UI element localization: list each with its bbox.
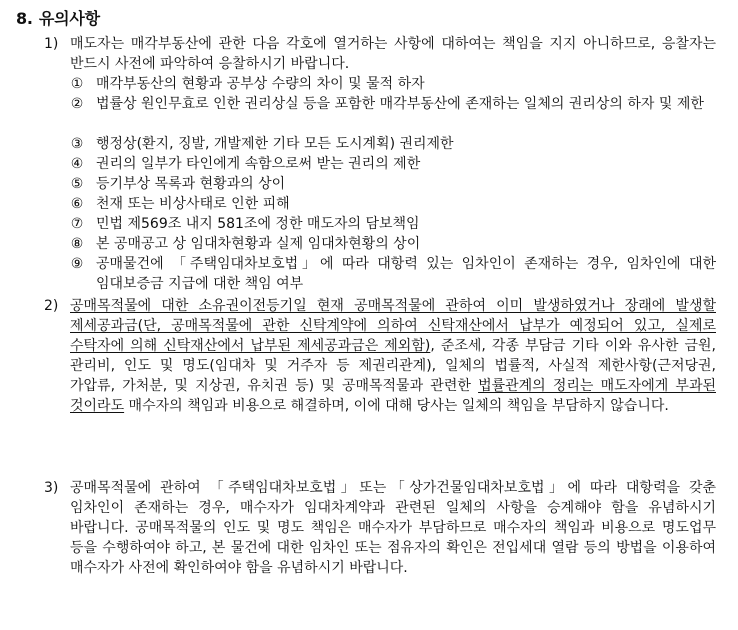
subitem-text: 등기부상 목록과 현황과의 상이 [96, 176, 286, 192]
subitem-text: 천재 또는 비상사태로 인한 피해 [96, 196, 290, 212]
item-marker: 3) [44, 480, 59, 496]
subitem-8 [68, 234, 716, 254]
item-marker: 2) [44, 298, 59, 314]
underlined-text: 법률관계의 정리는 매도자에게 부과된 것이라도 [70, 378, 716, 414]
subitem-text: 법률상 원인무효로 인한 권리상실 등을 포함한 매각부동산에 존재하는 일체의 권리상의 하자 및 제한 [96, 96, 704, 112]
plain-text: , 준조세, 각종 부담금 기타 이와 유사한 금원, 관리비, 인도 및 명도(임대차 및 거주자 등 제권리관계), 일체의 법률적, 사실적 제한사항(근저당권, 가압류, 가처분, 및 지상권, 유치권 등) 및 공매목적물과 관련한 [70, 338, 716, 394]
section-number: 8. [16, 9, 33, 28]
item-text: 공매목적물에 관하여 「주택임대차보호법」또는「상가건물임대차보호법」에 따라 대항력을 갖춘 임차인이 존재하는 경우, 매수자가 임대차계약과 관련된 일체의 사항을 승계해야 함을 유념하시기 바랍니다. 공매목적물의 인도 및 명도 책임은 매수자가 부담하므로 매수자의 책임과 비용으로 명도업무 등을 수행하여야 하고, 본 물건에 대한 임차인 또는 점유자의 확인은 전입세대 열람 등의 방법을 이용하여 매수자가 사전에 확인하여야 함을 유념하시기 바랍니다. [70, 480, 716, 576]
subitem-3 [68, 134, 716, 154]
underlined-text: 공매목적물에 대한 소유권이전등기일 현재 공매목적물에 관하여 이미 발생하였거나 장래에 발생할 제세공과금(단, 공매목적물에 관한 신탁계약에 의하여 신탁재산에서 납부가 예정되어 있고, 실제로 수탁자에 의해 신탁재산에서 납부된 제세공과금은 제외함) [70, 298, 716, 354]
subitem-1 [68, 74, 716, 94]
subitem-text: 본 공매공고 상 임대차현황과 실제 임대차현황의 상이 [96, 236, 421, 252]
subitem-5 [68, 174, 716, 194]
subitem-text: 민법 제569조 내지 581조에 정한 매도자의 담보책임 [96, 216, 420, 232]
subitem-4 [68, 154, 716, 174]
notice-item-3 [44, 478, 716, 578]
subitem-text: 권리의 일부가 타인에게 속함으로써 받는 권리의 제한 [96, 156, 421, 172]
subitem-9 [68, 254, 716, 294]
item-text [70, 296, 716, 416]
plain-text: 매수자의 책임과 비용으로 해결하며, 이에 대해 당사는 일체의 책임을 부담하지 않습니다. [124, 398, 669, 414]
item-marker: 1) [44, 36, 59, 52]
subitem-text: 행정상(환지, 징발, 개발제한 기타 모든 도시계획) 권리제한 [96, 136, 454, 152]
subitem-6 [68, 194, 716, 214]
circled-marker: ⑤ [70, 176, 84, 192]
subitem-7 [68, 214, 716, 234]
section-heading [16, 6, 100, 29]
subitem-text: 공매물건에 「주택임대차보호법」에 따라 대항력 있는 임차인이 존재하는 경우, 임차인에 대한 임대보증금 지급에 대한 책임 여부 [96, 256, 716, 292]
notice-item-1 [44, 34, 716, 74]
circled-marker: ⑥ [70, 196, 84, 212]
subitem-2 [68, 94, 716, 114]
circled-marker: ③ [70, 136, 84, 152]
section-title: 유의사항 [38, 9, 100, 28]
circled-marker: ① [70, 76, 84, 92]
circled-marker: ② [70, 96, 84, 112]
notice-item-2 [44, 296, 716, 416]
circled-marker: ⑨ [70, 256, 84, 272]
circled-marker: ⑧ [70, 236, 84, 252]
circled-marker: ④ [70, 156, 84, 172]
circled-marker: ⑦ [70, 216, 84, 232]
subitem-text: 매각부동산의 현황과 공부상 수량의 차이 및 물적 하자 [96, 76, 425, 92]
item-text: 매도자는 매각부동산에 관한 다음 각호에 열거하는 사항에 대하여는 책임을 지지 아니하므로, 응찰자는 반드시 사전에 파악하여 응찰하시기 바랍니다. [70, 36, 716, 72]
